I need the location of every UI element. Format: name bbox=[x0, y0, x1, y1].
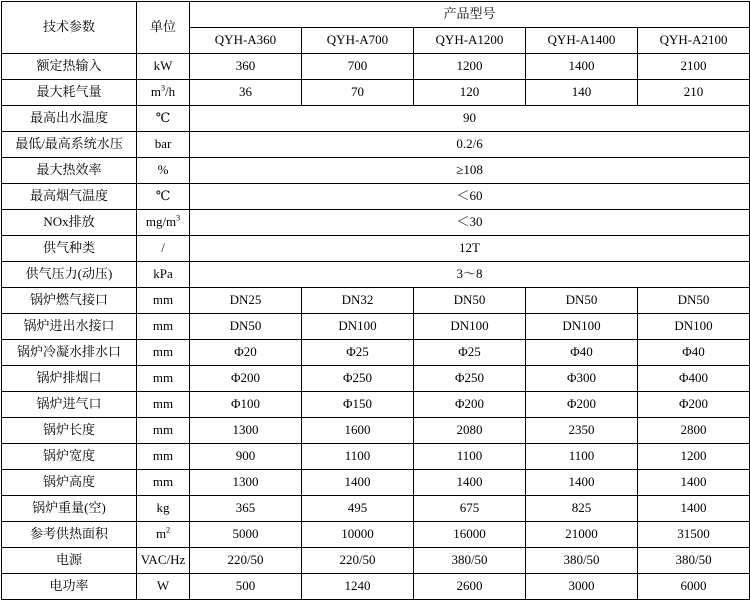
table-row bbox=[2, 210, 750, 236]
row-value-model-5: 6000 bbox=[638, 574, 750, 600]
row-parameter-label: 锅炉重量(空) bbox=[2, 496, 137, 522]
table-row bbox=[2, 54, 750, 80]
row-value-model-4: 3000 bbox=[526, 574, 638, 600]
row-unit bbox=[137, 522, 190, 548]
row-value-model-5: 1200 bbox=[638, 444, 750, 470]
row-value-model-4: Φ200 bbox=[526, 392, 638, 418]
row-unit: VAC/Hz bbox=[137, 548, 190, 574]
row-value-merged: ≥108 bbox=[190, 158, 750, 184]
row-value-model-1: 500 bbox=[190, 574, 302, 600]
table-row bbox=[2, 158, 750, 184]
specification-table bbox=[1, 1, 750, 600]
table-row bbox=[2, 340, 750, 366]
row-value-model-3: 2600 bbox=[414, 574, 526, 600]
row-value-model-5: Φ40 bbox=[638, 340, 750, 366]
row-value-model-2: DN100 bbox=[302, 314, 414, 340]
row-unit: mm bbox=[137, 418, 190, 444]
row-parameter-label: 最高出水温度 bbox=[2, 106, 137, 132]
row-unit bbox=[137, 80, 190, 106]
row-value-model-3: 120 bbox=[414, 80, 526, 106]
row-unit: mm bbox=[137, 444, 190, 470]
row-value-model-2: DN32 bbox=[302, 288, 414, 314]
row-value-model-4: DN50 bbox=[526, 288, 638, 314]
model-name-1: QYH-A360 bbox=[190, 28, 302, 54]
unit-base: m bbox=[150, 84, 161, 100]
row-parameter-label: 最大热效率 bbox=[2, 158, 137, 184]
row-value-model-5: 1400 bbox=[638, 470, 750, 496]
row-value-merged: 12T bbox=[190, 236, 750, 262]
row-value-model-1: DN25 bbox=[190, 288, 302, 314]
unit-exponent: 3 bbox=[176, 214, 181, 224]
header-technical-parameters: 技术参数 bbox=[2, 2, 137, 54]
row-value-model-1: 36 bbox=[190, 80, 302, 106]
row-value-model-1: 1300 bbox=[190, 418, 302, 444]
row-value-model-4: 21000 bbox=[526, 522, 638, 548]
row-value-model-1: DN50 bbox=[190, 314, 302, 340]
row-value-model-2: 70 bbox=[302, 80, 414, 106]
row-value-model-1: 5000 bbox=[190, 522, 302, 548]
row-value-model-5: 31500 bbox=[638, 522, 750, 548]
row-parameter-label: 参考供热面积 bbox=[2, 522, 137, 548]
table-row bbox=[2, 574, 750, 600]
row-parameter-label: 电功率 bbox=[2, 574, 137, 600]
table-row bbox=[2, 418, 750, 444]
row-parameter-label: 供气种类 bbox=[2, 236, 137, 262]
row-value-model-4: 380/50 bbox=[526, 548, 638, 574]
row-parameter-label: 额定热输入 bbox=[2, 54, 137, 80]
row-value-model-2: 1600 bbox=[302, 418, 414, 444]
row-parameter-label: 锅炉进出水接口 bbox=[2, 314, 137, 340]
table-row bbox=[2, 496, 750, 522]
row-value-model-4: 140 bbox=[526, 80, 638, 106]
model-name-2: QYH-A700 bbox=[302, 28, 414, 54]
row-unit: ℃ bbox=[137, 184, 190, 210]
row-value-model-3: 1400 bbox=[414, 470, 526, 496]
row-value-model-5: 2100 bbox=[638, 54, 750, 80]
row-value-model-1: 220/50 bbox=[190, 548, 302, 574]
row-value-model-1: 1300 bbox=[190, 470, 302, 496]
row-value-model-4: Φ40 bbox=[526, 340, 638, 366]
unit-exponent: 3 bbox=[161, 84, 165, 94]
row-unit: % bbox=[137, 158, 190, 184]
row-parameter-label: 锅炉进气口 bbox=[2, 392, 137, 418]
table-header bbox=[2, 2, 750, 54]
row-value-model-2: 700 bbox=[302, 54, 414, 80]
row-value-model-3: 675 bbox=[414, 496, 526, 522]
row-parameter-label: 锅炉燃气接口 bbox=[2, 288, 137, 314]
row-value-model-2: 10000 bbox=[302, 522, 414, 548]
row-value-model-1: Φ100 bbox=[190, 392, 302, 418]
row-value-model-5: DN50 bbox=[638, 288, 750, 314]
table-row bbox=[2, 236, 750, 262]
row-value-model-3: Φ25 bbox=[414, 340, 526, 366]
table-row bbox=[2, 522, 750, 548]
row-unit: W bbox=[137, 574, 190, 600]
row-parameter-label: 锅炉长度 bbox=[2, 418, 137, 444]
row-value-model-3: Φ250 bbox=[414, 366, 526, 392]
model-name-5: QYH-A2100 bbox=[638, 28, 750, 54]
row-value-model-3: 2080 bbox=[414, 418, 526, 444]
row-parameter-label: 锅炉宽度 bbox=[2, 444, 137, 470]
row-parameter-label: 最大耗气量 bbox=[2, 80, 137, 106]
row-value-model-4: 1100 bbox=[526, 444, 638, 470]
row-value-model-5: 380/50 bbox=[638, 548, 750, 574]
table-row bbox=[2, 132, 750, 158]
table-row bbox=[2, 444, 750, 470]
row-parameter-label: 锅炉冷凝水排水口 bbox=[2, 340, 137, 366]
row-value-model-3: 16000 bbox=[414, 522, 526, 548]
row-unit bbox=[137, 210, 190, 236]
model-name-4: QYH-A1400 bbox=[526, 28, 638, 54]
row-parameter-label: NOx排放 bbox=[2, 210, 137, 236]
row-unit: mm bbox=[137, 366, 190, 392]
row-value-model-1: 900 bbox=[190, 444, 302, 470]
table-row bbox=[2, 288, 750, 314]
row-parameter-label: 锅炉排烟口 bbox=[2, 366, 137, 392]
table-row bbox=[2, 366, 750, 392]
row-parameter-label: 最低/最高系统水压 bbox=[2, 132, 137, 158]
unit-base: m bbox=[155, 526, 167, 542]
row-value-model-2: Φ25 bbox=[302, 340, 414, 366]
row-value-model-3: 1100 bbox=[414, 444, 526, 470]
row-value-model-1: Φ20 bbox=[190, 340, 302, 366]
row-value-model-4: 2350 bbox=[526, 418, 638, 444]
row-unit: mm bbox=[137, 470, 190, 496]
row-value-model-2: 1240 bbox=[302, 574, 414, 600]
row-value-merged: 90 bbox=[190, 106, 750, 132]
row-parameter-label: 供气压力(动压) bbox=[2, 262, 137, 288]
row-value-model-1: Φ200 bbox=[190, 366, 302, 392]
row-unit: kPa bbox=[137, 262, 190, 288]
table-row bbox=[2, 184, 750, 210]
table-row bbox=[2, 106, 750, 132]
row-unit: kW bbox=[137, 54, 190, 80]
header-row-top bbox=[2, 2, 750, 28]
table-row bbox=[2, 548, 750, 574]
table-row bbox=[2, 470, 750, 496]
table-row bbox=[2, 392, 750, 418]
unit-tail: /h bbox=[165, 84, 176, 100]
row-value-model-5: 1400 bbox=[638, 496, 750, 522]
row-value-model-3: DN50 bbox=[414, 288, 526, 314]
row-value-model-4: DN100 bbox=[526, 314, 638, 340]
row-value-model-2: 220/50 bbox=[302, 548, 414, 574]
row-value-model-2: Φ150 bbox=[302, 392, 414, 418]
table-row bbox=[2, 80, 750, 106]
row-parameter-label: 最高烟气温度 bbox=[2, 184, 137, 210]
row-unit: kg bbox=[137, 496, 190, 522]
row-value-model-1: 365 bbox=[190, 496, 302, 522]
model-name-3: QYH-A1200 bbox=[414, 28, 526, 54]
table-row bbox=[2, 314, 750, 340]
row-value-model-5: Φ200 bbox=[638, 392, 750, 418]
table-body bbox=[2, 54, 750, 600]
row-value-model-3: Φ200 bbox=[414, 392, 526, 418]
unit-exponent: 2 bbox=[166, 526, 171, 536]
row-value-merged: 0.2/6 bbox=[190, 132, 750, 158]
row-value-merged: ＜30 bbox=[190, 210, 750, 236]
header-unit: 单位 bbox=[137, 2, 190, 54]
row-value-model-4: Φ300 bbox=[526, 366, 638, 392]
row-value-model-4: 1400 bbox=[526, 470, 638, 496]
row-unit: mm bbox=[137, 340, 190, 366]
row-value-model-4: 1400 bbox=[526, 54, 638, 80]
row-value-merged: 3～8 bbox=[190, 262, 750, 288]
row-value-model-2: Φ250 bbox=[302, 366, 414, 392]
row-value-model-5: DN100 bbox=[638, 314, 750, 340]
row-parameter-label: 电源 bbox=[2, 548, 137, 574]
row-value-model-3: 1200 bbox=[414, 54, 526, 80]
row-value-model-5: 2800 bbox=[638, 418, 750, 444]
row-value-model-5: Φ400 bbox=[638, 366, 750, 392]
row-value-model-4: 825 bbox=[526, 496, 638, 522]
row-value-model-2: 1100 bbox=[302, 444, 414, 470]
row-value-model-2: 1400 bbox=[302, 470, 414, 496]
row-unit: bar bbox=[137, 132, 190, 158]
row-unit: mm bbox=[137, 392, 190, 418]
row-value-merged: ＜60 bbox=[190, 184, 750, 210]
table-row bbox=[2, 262, 750, 288]
row-value-model-3: 380/50 bbox=[414, 548, 526, 574]
row-value-model-2: 495 bbox=[302, 496, 414, 522]
row-value-model-1: 360 bbox=[190, 54, 302, 80]
row-unit: ℃ bbox=[137, 106, 190, 132]
row-unit: mm bbox=[137, 288, 190, 314]
unit-base: mg/m bbox=[145, 214, 177, 230]
row-unit: / bbox=[137, 236, 190, 262]
header-product-models: 产品型号 bbox=[190, 2, 750, 28]
row-unit: mm bbox=[137, 314, 190, 340]
row-parameter-label: 锅炉高度 bbox=[2, 470, 137, 496]
row-value-model-5: 210 bbox=[638, 80, 750, 106]
row-value-model-3: DN100 bbox=[414, 314, 526, 340]
